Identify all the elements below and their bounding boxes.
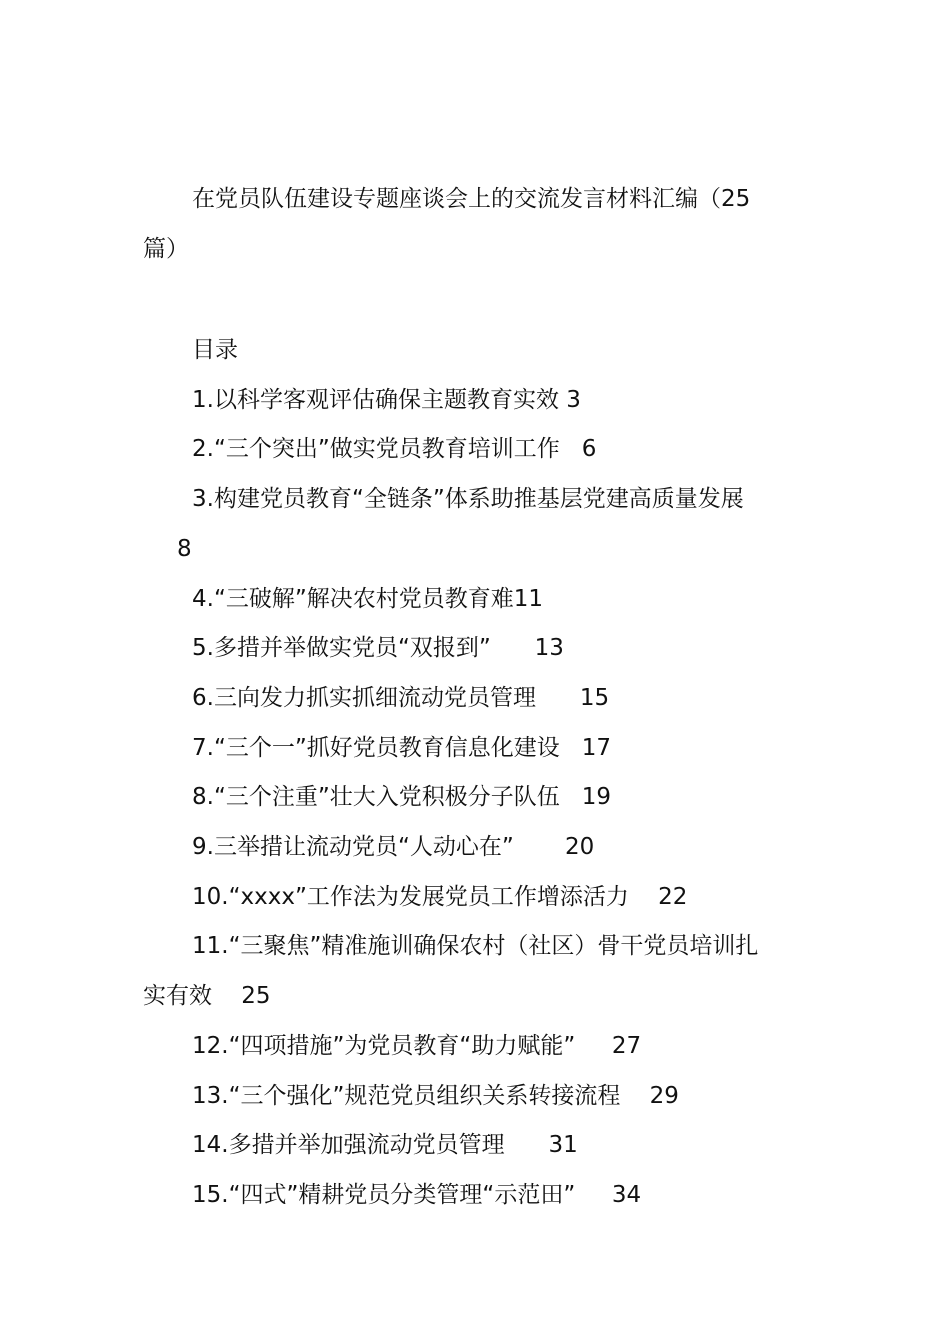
toc-item-title: 2.“三个突出”做实党员教育培训工作 — [192, 436, 560, 463]
document-title-line-2: 篇） — [143, 235, 189, 262]
toc-item-page: 31 — [548, 1132, 578, 1159]
toc-item — [143, 1022, 862, 1072]
toc-item-page: 19 — [581, 784, 611, 811]
toc-item-title: 9.三举措让流动党员“人动心在” — [192, 834, 514, 860]
toc-item-title: 7.“三个一”抓好党员教育信息化建设 — [192, 734, 560, 761]
toc-item — [143, 1171, 862, 1221]
toc-item — [143, 922, 862, 972]
toc-item-page: 3 — [566, 386, 581, 413]
toc-item-title: 13.“三个强化”规范党员组织关系转接流程 — [192, 1082, 621, 1109]
document-title-line-1: 在党员队伍建设专题座谈会上的交流发言材料汇编（25 — [192, 186, 751, 212]
toc-item-page: 17 — [581, 734, 611, 761]
toc-item — [143, 1121, 862, 1171]
toc-item-title: 4.“三破解”解决农村党员教育难 — [192, 585, 514, 612]
toc-item — [143, 674, 862, 724]
toc-item-page: 8 — [177, 535, 192, 562]
toc-item-title: 6.三向发力抓实抓细流动党员管理 — [192, 684, 536, 711]
toc-item-page: 34 — [611, 1181, 642, 1208]
toc-item — [143, 575, 862, 625]
toc-heading: 目录 — [192, 337, 238, 363]
toc-item-continuation — [143, 972, 813, 1022]
toc-item-title: 14.多措并举加强流动党员管理 — [192, 1132, 505, 1159]
toc-item-page: 29 — [649, 1082, 679, 1109]
toc-item-page: 6 — [581, 436, 597, 463]
toc-item-page: 13 — [534, 635, 564, 662]
toc-item-page: 22 — [658, 883, 688, 910]
toc-item-continuation — [143, 525, 847, 575]
toc-item — [143, 724, 862, 774]
toc-item-title: 3.构建党员教育“全链条”体系助推基层党建高质量发展 — [192, 486, 744, 513]
toc-item — [143, 873, 862, 923]
toc-item — [143, 376, 862, 426]
toc-item-title: 15.“四式”精耕党员分类管理“示范田” — [192, 1181, 576, 1208]
toc-item — [143, 624, 862, 674]
toc-item-title: 5.多措并举做实党员“双报到” — [192, 635, 491, 662]
toc-item — [143, 475, 862, 525]
toc-item-title: 1.以科学客观评估确保主题教育实效 — [192, 386, 559, 413]
toc-item-page: 25 — [241, 983, 271, 1010]
toc-item-title: 8.“三个注重”壮大入党积极分子队伍 — [192, 784, 560, 811]
toc-item — [143, 1072, 862, 1122]
toc-item-page: 27 — [611, 1032, 642, 1059]
toc-item-title: 12.“四项措施”为党员教育“助力赋能” — [192, 1032, 576, 1059]
toc-item — [143, 823, 862, 873]
toc-item-page: 20 — [564, 834, 595, 860]
toc-item-title-continued: 实有效 — [143, 983, 212, 1010]
toc-item-page: 15 — [579, 684, 610, 711]
toc-item — [143, 773, 862, 823]
toc-item-title: 10.“xxxx”工作法为发展党员工作增添活力 — [192, 883, 629, 910]
toc-item-title: 11.“三聚焦”精准施训确保农村（社区）骨干党员培训扎 — [192, 933, 759, 960]
toc-item — [143, 425, 862, 475]
toc-item-page: 11 — [513, 585, 544, 612]
